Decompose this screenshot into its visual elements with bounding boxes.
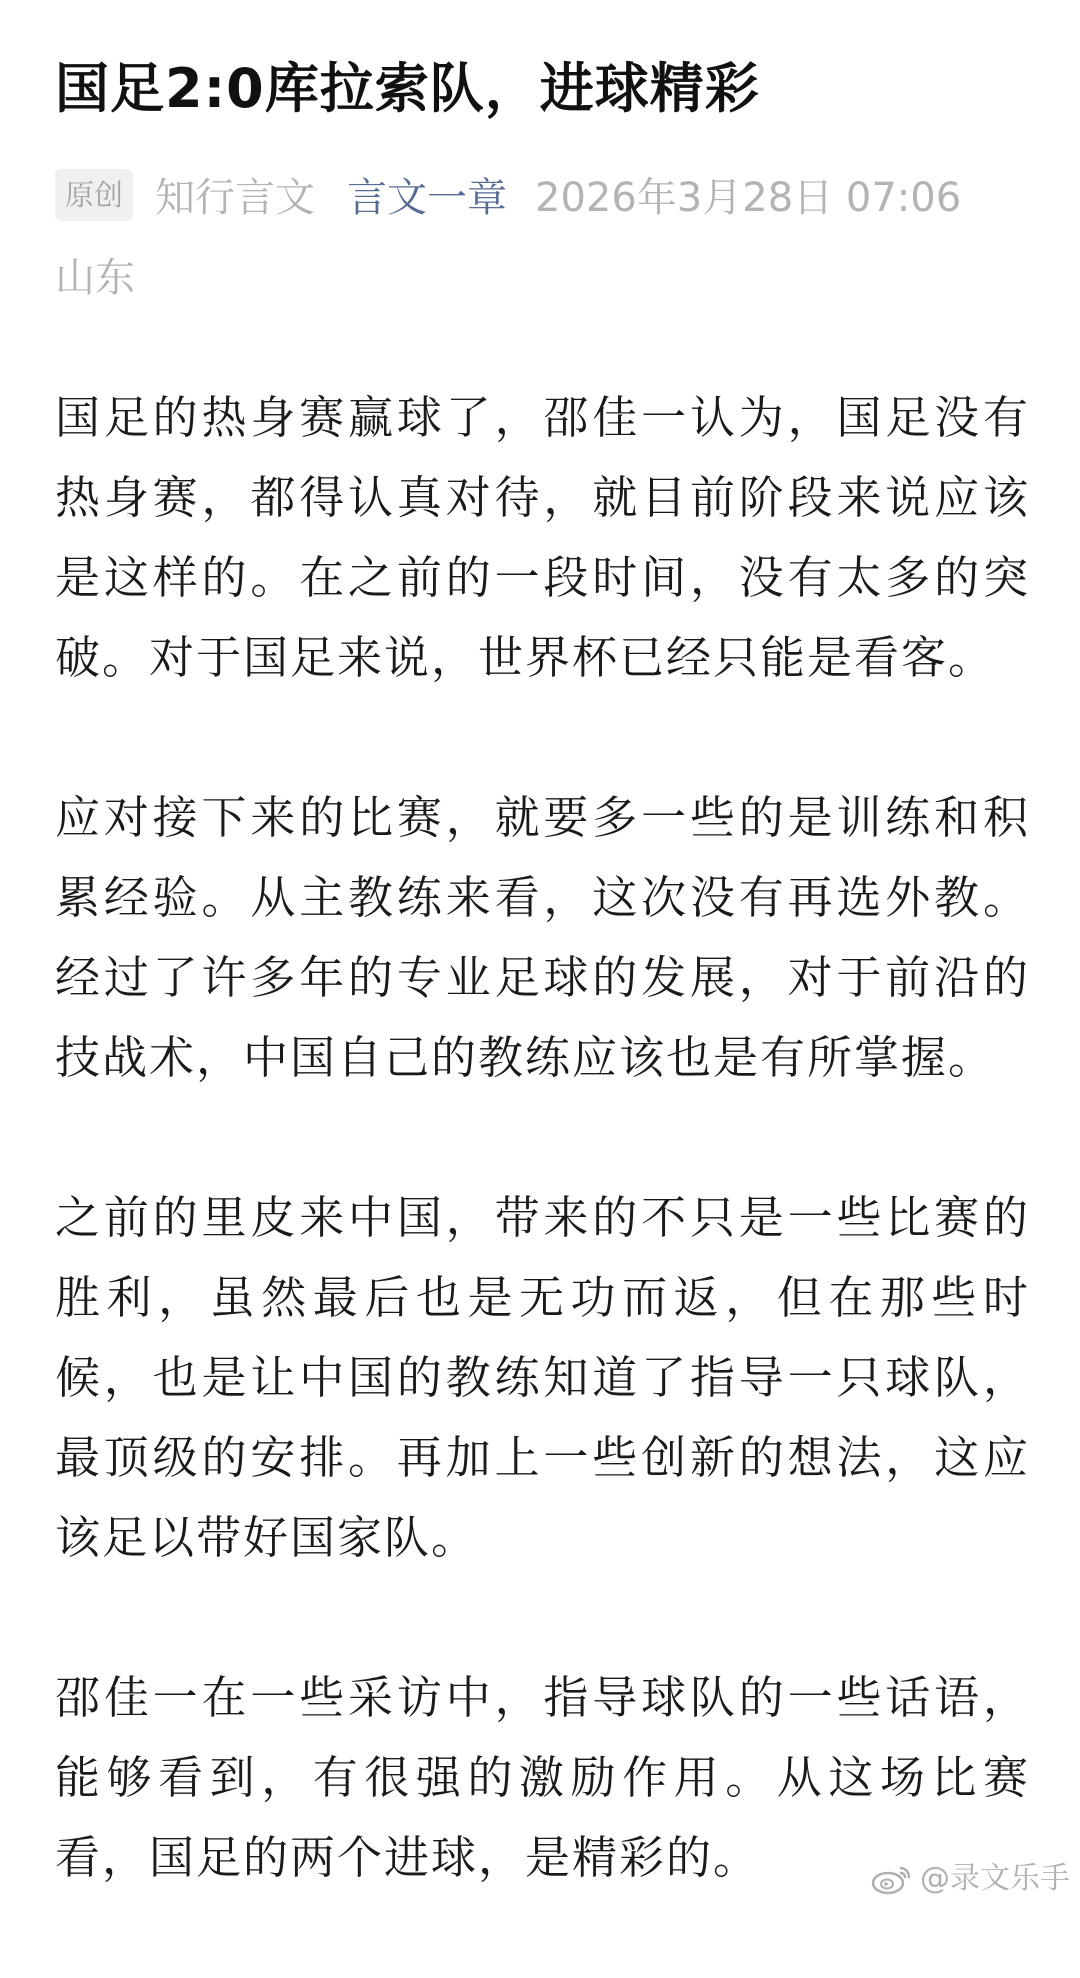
- account-link[interactable]: 言文一章: [347, 175, 508, 221]
- article: [55, 0, 1030, 1978]
- article-content: [55, 378, 1030, 1898]
- watermark: [870, 1859, 1070, 1899]
- publish-date: 2026年3月28日 07:06: [535, 175, 962, 221]
- author-name: 知行言文: [155, 175, 316, 221]
- paragraph: 邵佳一在一些采访中，指导球队的一些话语，能够看到，有很强的激励作用。从这场比赛看，国足的两个进球，是精彩的。: [55, 1671, 1030, 1884]
- article-meta: [55, 158, 1030, 318]
- weibo-icon: [870, 1862, 914, 1896]
- original-badge: 原创: [55, 169, 133, 221]
- article-title: 国足2:0库拉索队，进球精彩: [55, 57, 760, 120]
- paragraph: 国足的热身赛赢球了，邵佳一认为，国足没有热身赛，都得认真对待，就目前阶段来说应该是这样的。在之前的一段时间，没有太多的突破。对于国足来说，世界杯已经只能是看客。: [55, 391, 1030, 684]
- publish-location: 山东: [55, 255, 135, 301]
- watermark-text: @录文乐手: [920, 1861, 1070, 1896]
- paragraph: 应对接下来的比赛，就要多一些的是训练和积累经验。从主教练来看，这次没有再选外教。经过了许多年的专业足球的发展，对于前沿的技战术，中国自己的教练应该也是有所掌握。: [55, 791, 1030, 1084]
- paragraph: 之前的里皮来中国，带来的不只是一些比赛的胜利，虽然最后也是无功而返，但在那些时候，也是让中国的教练知道了指导一只球队，最顶级的安排。再加上一些创新的想法，这应该足以带好国家队。: [55, 1191, 1030, 1564]
